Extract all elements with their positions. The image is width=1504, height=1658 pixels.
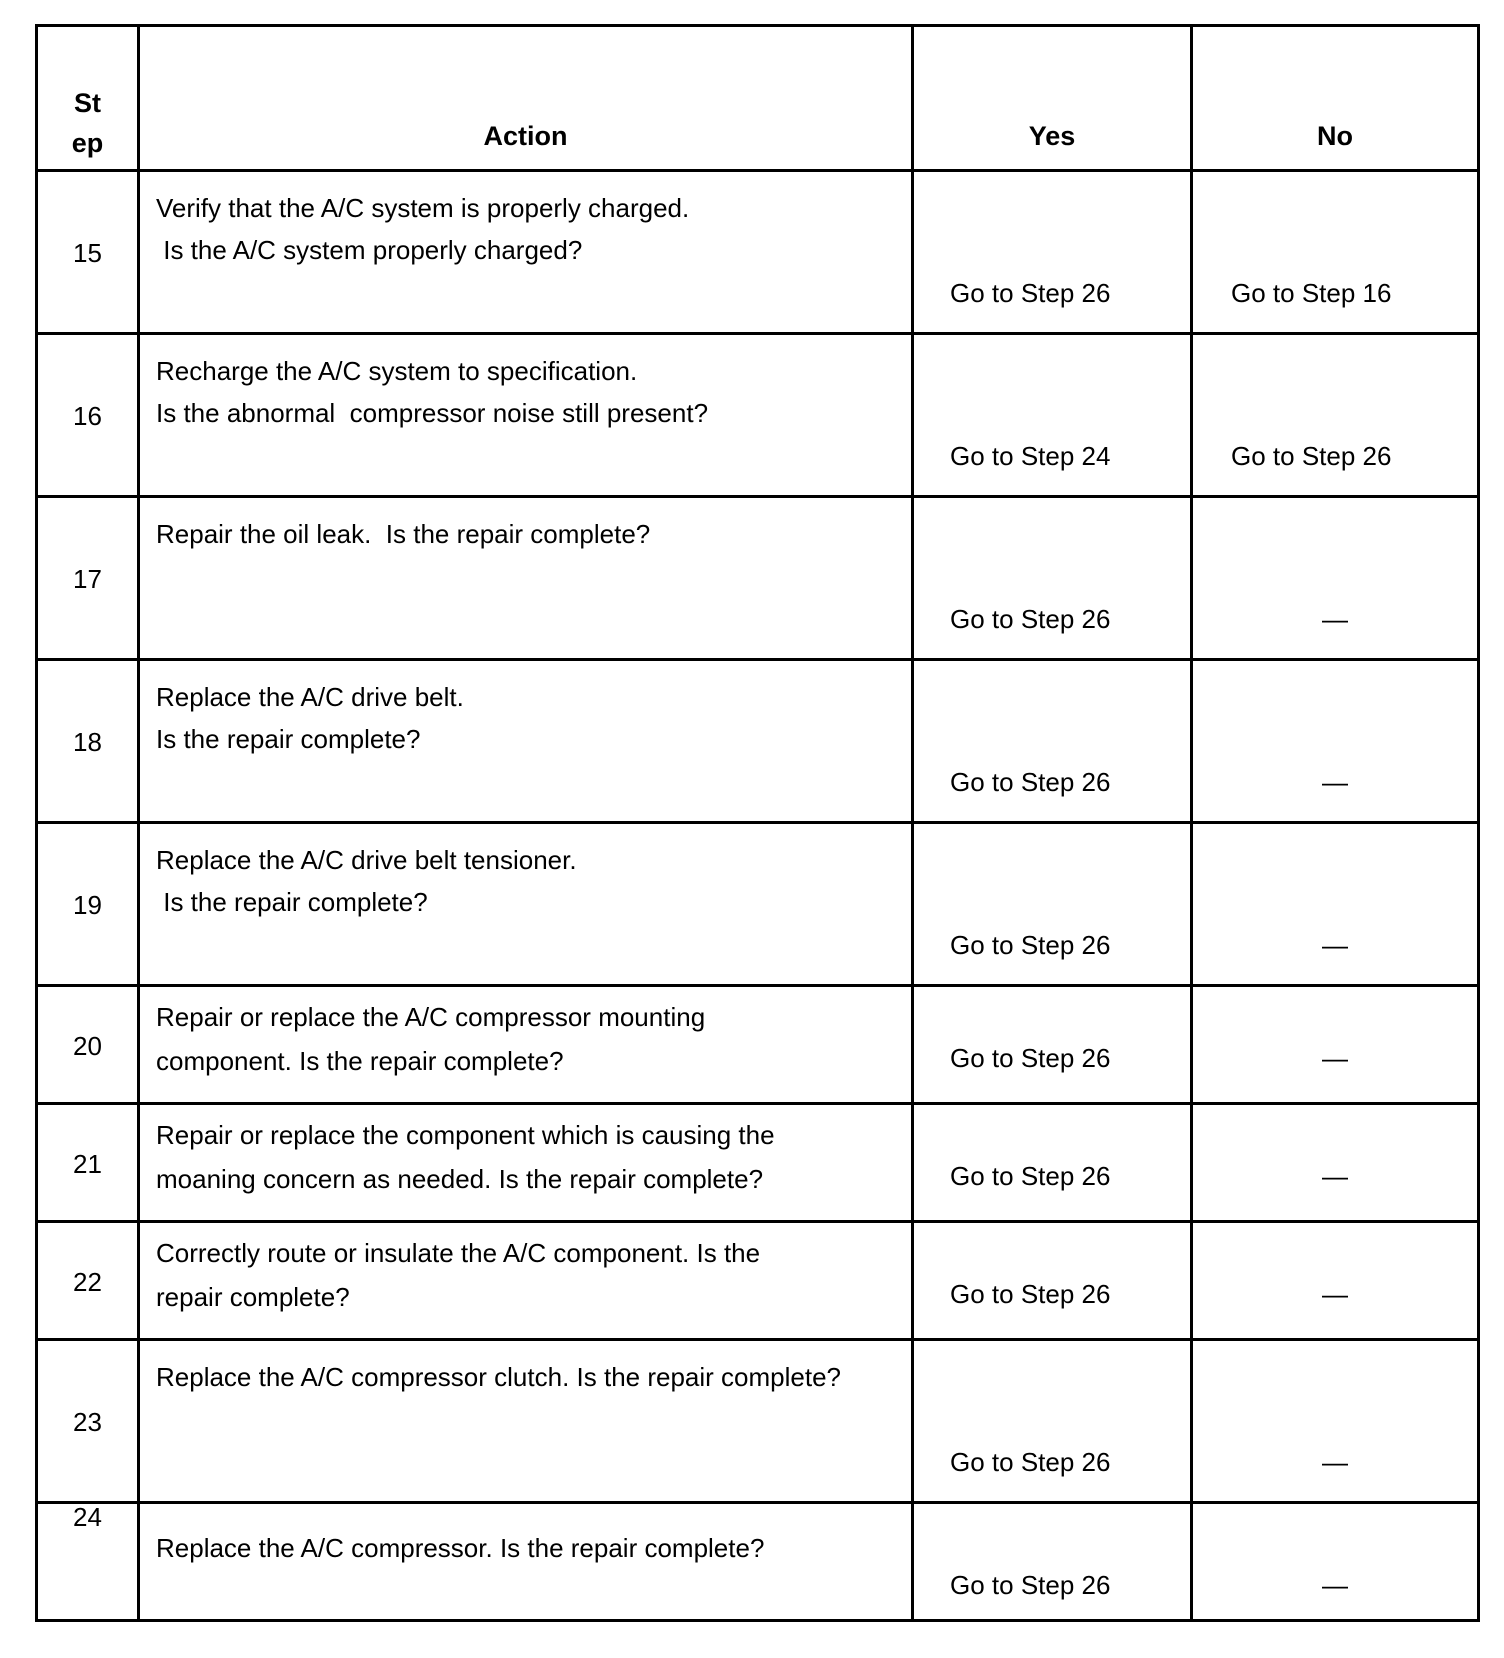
- table-row: [37, 171, 1479, 334]
- action-line: Replace the A/C drive belt.: [156, 682, 464, 712]
- header-no-cell: [1192, 26, 1479, 171]
- action-line: Repair the oil leak. Is the repair complete?: [156, 519, 651, 549]
- diagnostic-table: [35, 24, 1480, 1622]
- header-step-cell: [37, 26, 139, 171]
- yes-goto-step: Go to Step 26: [950, 1279, 1111, 1309]
- table-row: [37, 1340, 1479, 1503]
- action-line: Is the repair complete?: [156, 724, 421, 754]
- step-number: 24: [73, 1502, 102, 1532]
- yes-goto-step: Go to Step 26: [950, 604, 1111, 634]
- step-number: 22: [73, 1267, 102, 1297]
- action-line: repair complete?: [156, 1282, 350, 1312]
- action-cell: [139, 986, 913, 1104]
- yes-goto-step: Go to Step 24: [950, 441, 1111, 471]
- table-row: [37, 334, 1479, 497]
- no-dash: —: [1322, 767, 1348, 797]
- action-cell: [139, 171, 913, 334]
- action-text: [156, 676, 901, 760]
- no-cell: [1192, 497, 1479, 660]
- no-dash: —: [1322, 1043, 1348, 1073]
- step-cell: [37, 1340, 139, 1503]
- action-line: Replace the A/C compressor. Is the repair complete?: [156, 1533, 765, 1563]
- step-cell: [37, 1104, 139, 1222]
- no-cell: [1192, 660, 1479, 823]
- header-no: No: [1317, 121, 1353, 151]
- action-cell: [139, 660, 913, 823]
- yes-goto-step: Go to Step 26: [950, 1043, 1111, 1073]
- diagnostic-table-sheet: [35, 24, 1477, 1622]
- action-text: [156, 839, 901, 923]
- yes-cell: [913, 660, 1192, 823]
- no-goto-step: Go to Step 26: [1231, 441, 1392, 471]
- action-text: [156, 1231, 901, 1319]
- action-line: Replace the A/C drive belt tensioner.: [156, 845, 577, 875]
- yes-cell: [913, 171, 1192, 334]
- yes-goto-step: Go to Step 26: [950, 278, 1111, 308]
- yes-cell: [913, 1340, 1192, 1503]
- action-cell: [139, 1222, 913, 1340]
- action-line: Recharge the A/C system to specification.: [156, 356, 638, 386]
- header-action: Action: [483, 121, 568, 151]
- header-step-line-2: ep: [71, 128, 104, 158]
- table-header-row: [37, 26, 1479, 171]
- no-dash: —: [1322, 1570, 1348, 1600]
- table-row: [37, 1104, 1479, 1222]
- no-cell: [1192, 171, 1479, 334]
- yes-goto-step: Go to Step 26: [950, 767, 1111, 797]
- action-line: component. Is the repair complete?: [156, 1046, 564, 1076]
- action-text: [156, 1113, 901, 1201]
- step-cell: [37, 1503, 139, 1621]
- header-yes: Yes: [1028, 121, 1076, 151]
- step-cell: [37, 171, 139, 334]
- yes-cell: [913, 497, 1192, 660]
- action-text: [156, 187, 901, 271]
- table-row: [37, 823, 1479, 986]
- step-number: 16: [73, 401, 102, 431]
- yes-cell: [913, 823, 1192, 986]
- header-yes-cell: [913, 26, 1192, 171]
- yes-cell: [913, 1104, 1192, 1222]
- table-body: [37, 171, 1479, 1621]
- action-cell: [139, 1104, 913, 1222]
- yes-goto-step: Go to Step 26: [950, 930, 1111, 960]
- action-text: [156, 1526, 901, 1570]
- action-text: [156, 995, 901, 1083]
- yes-goto-step: Go to Step 26: [950, 1161, 1111, 1191]
- no-dash: —: [1322, 1447, 1348, 1477]
- action-text: [156, 513, 901, 555]
- no-dash: —: [1322, 1161, 1348, 1191]
- no-cell: [1192, 823, 1479, 986]
- action-cell: [139, 1503, 913, 1621]
- action-line: Verify that the A/C system is properly charged.: [156, 193, 690, 223]
- step-cell: [37, 334, 139, 497]
- action-cell: [139, 497, 913, 660]
- step-number: 23: [73, 1407, 102, 1437]
- action-line: Correctly route or insulate the A/C component. Is the: [156, 1238, 761, 1268]
- table-row: [37, 1503, 1479, 1621]
- table-row: [37, 986, 1479, 1104]
- header-step: [38, 83, 137, 163]
- step-number: 18: [73, 727, 102, 757]
- yes-cell: [913, 334, 1192, 497]
- action-line: Repair or replace the A/C compressor mounting: [156, 1002, 706, 1032]
- action-line: Repair or replace the component which is causing the: [156, 1120, 775, 1150]
- yes-cell: [913, 1222, 1192, 1340]
- no-cell: [1192, 334, 1479, 497]
- action-cell: [139, 334, 913, 497]
- step-cell: [37, 1222, 139, 1340]
- yes-cell: [913, 1503, 1192, 1621]
- no-cell: [1192, 1222, 1479, 1340]
- table-row: [37, 1222, 1479, 1340]
- action-text: [156, 1356, 901, 1398]
- step-number: 17: [73, 564, 102, 594]
- step-number: 15: [73, 238, 102, 268]
- action-line: Is the abnormal compressor noise still present?: [156, 398, 709, 428]
- no-cell: [1192, 986, 1479, 1104]
- yes-cell: [913, 986, 1192, 1104]
- action-cell: [139, 1340, 913, 1503]
- step-number: 21: [73, 1149, 102, 1179]
- step-cell: [37, 986, 139, 1104]
- action-line: Is the A/C system properly charged?: [156, 235, 583, 265]
- step-cell: [37, 660, 139, 823]
- step-number: 19: [73, 890, 102, 920]
- action-text: [156, 350, 901, 434]
- action-line: Replace the A/C compressor clutch. Is the repair complete?: [156, 1362, 841, 1392]
- no-dash: —: [1322, 1279, 1348, 1309]
- step-cell: [37, 823, 139, 986]
- action-cell: [139, 823, 913, 986]
- step-number: 20: [73, 1031, 102, 1061]
- table-row: [37, 660, 1479, 823]
- header-step-line-1: St: [74, 88, 101, 118]
- yes-goto-step: Go to Step 26: [950, 1570, 1111, 1600]
- no-goto-step: Go to Step 16: [1231, 278, 1392, 308]
- yes-goto-step: Go to Step 26: [950, 1447, 1111, 1477]
- action-line: moaning concern as needed. Is the repair complete?: [156, 1164, 764, 1194]
- no-cell: [1192, 1104, 1479, 1222]
- action-line: Is the repair complete?: [156, 887, 428, 917]
- table-row: [37, 497, 1479, 660]
- no-dash: —: [1322, 930, 1348, 960]
- no-cell: [1192, 1503, 1479, 1621]
- step-cell: [37, 497, 139, 660]
- no-cell: [1192, 1340, 1479, 1503]
- header-action-cell: [139, 26, 913, 171]
- no-dash: —: [1322, 604, 1348, 634]
